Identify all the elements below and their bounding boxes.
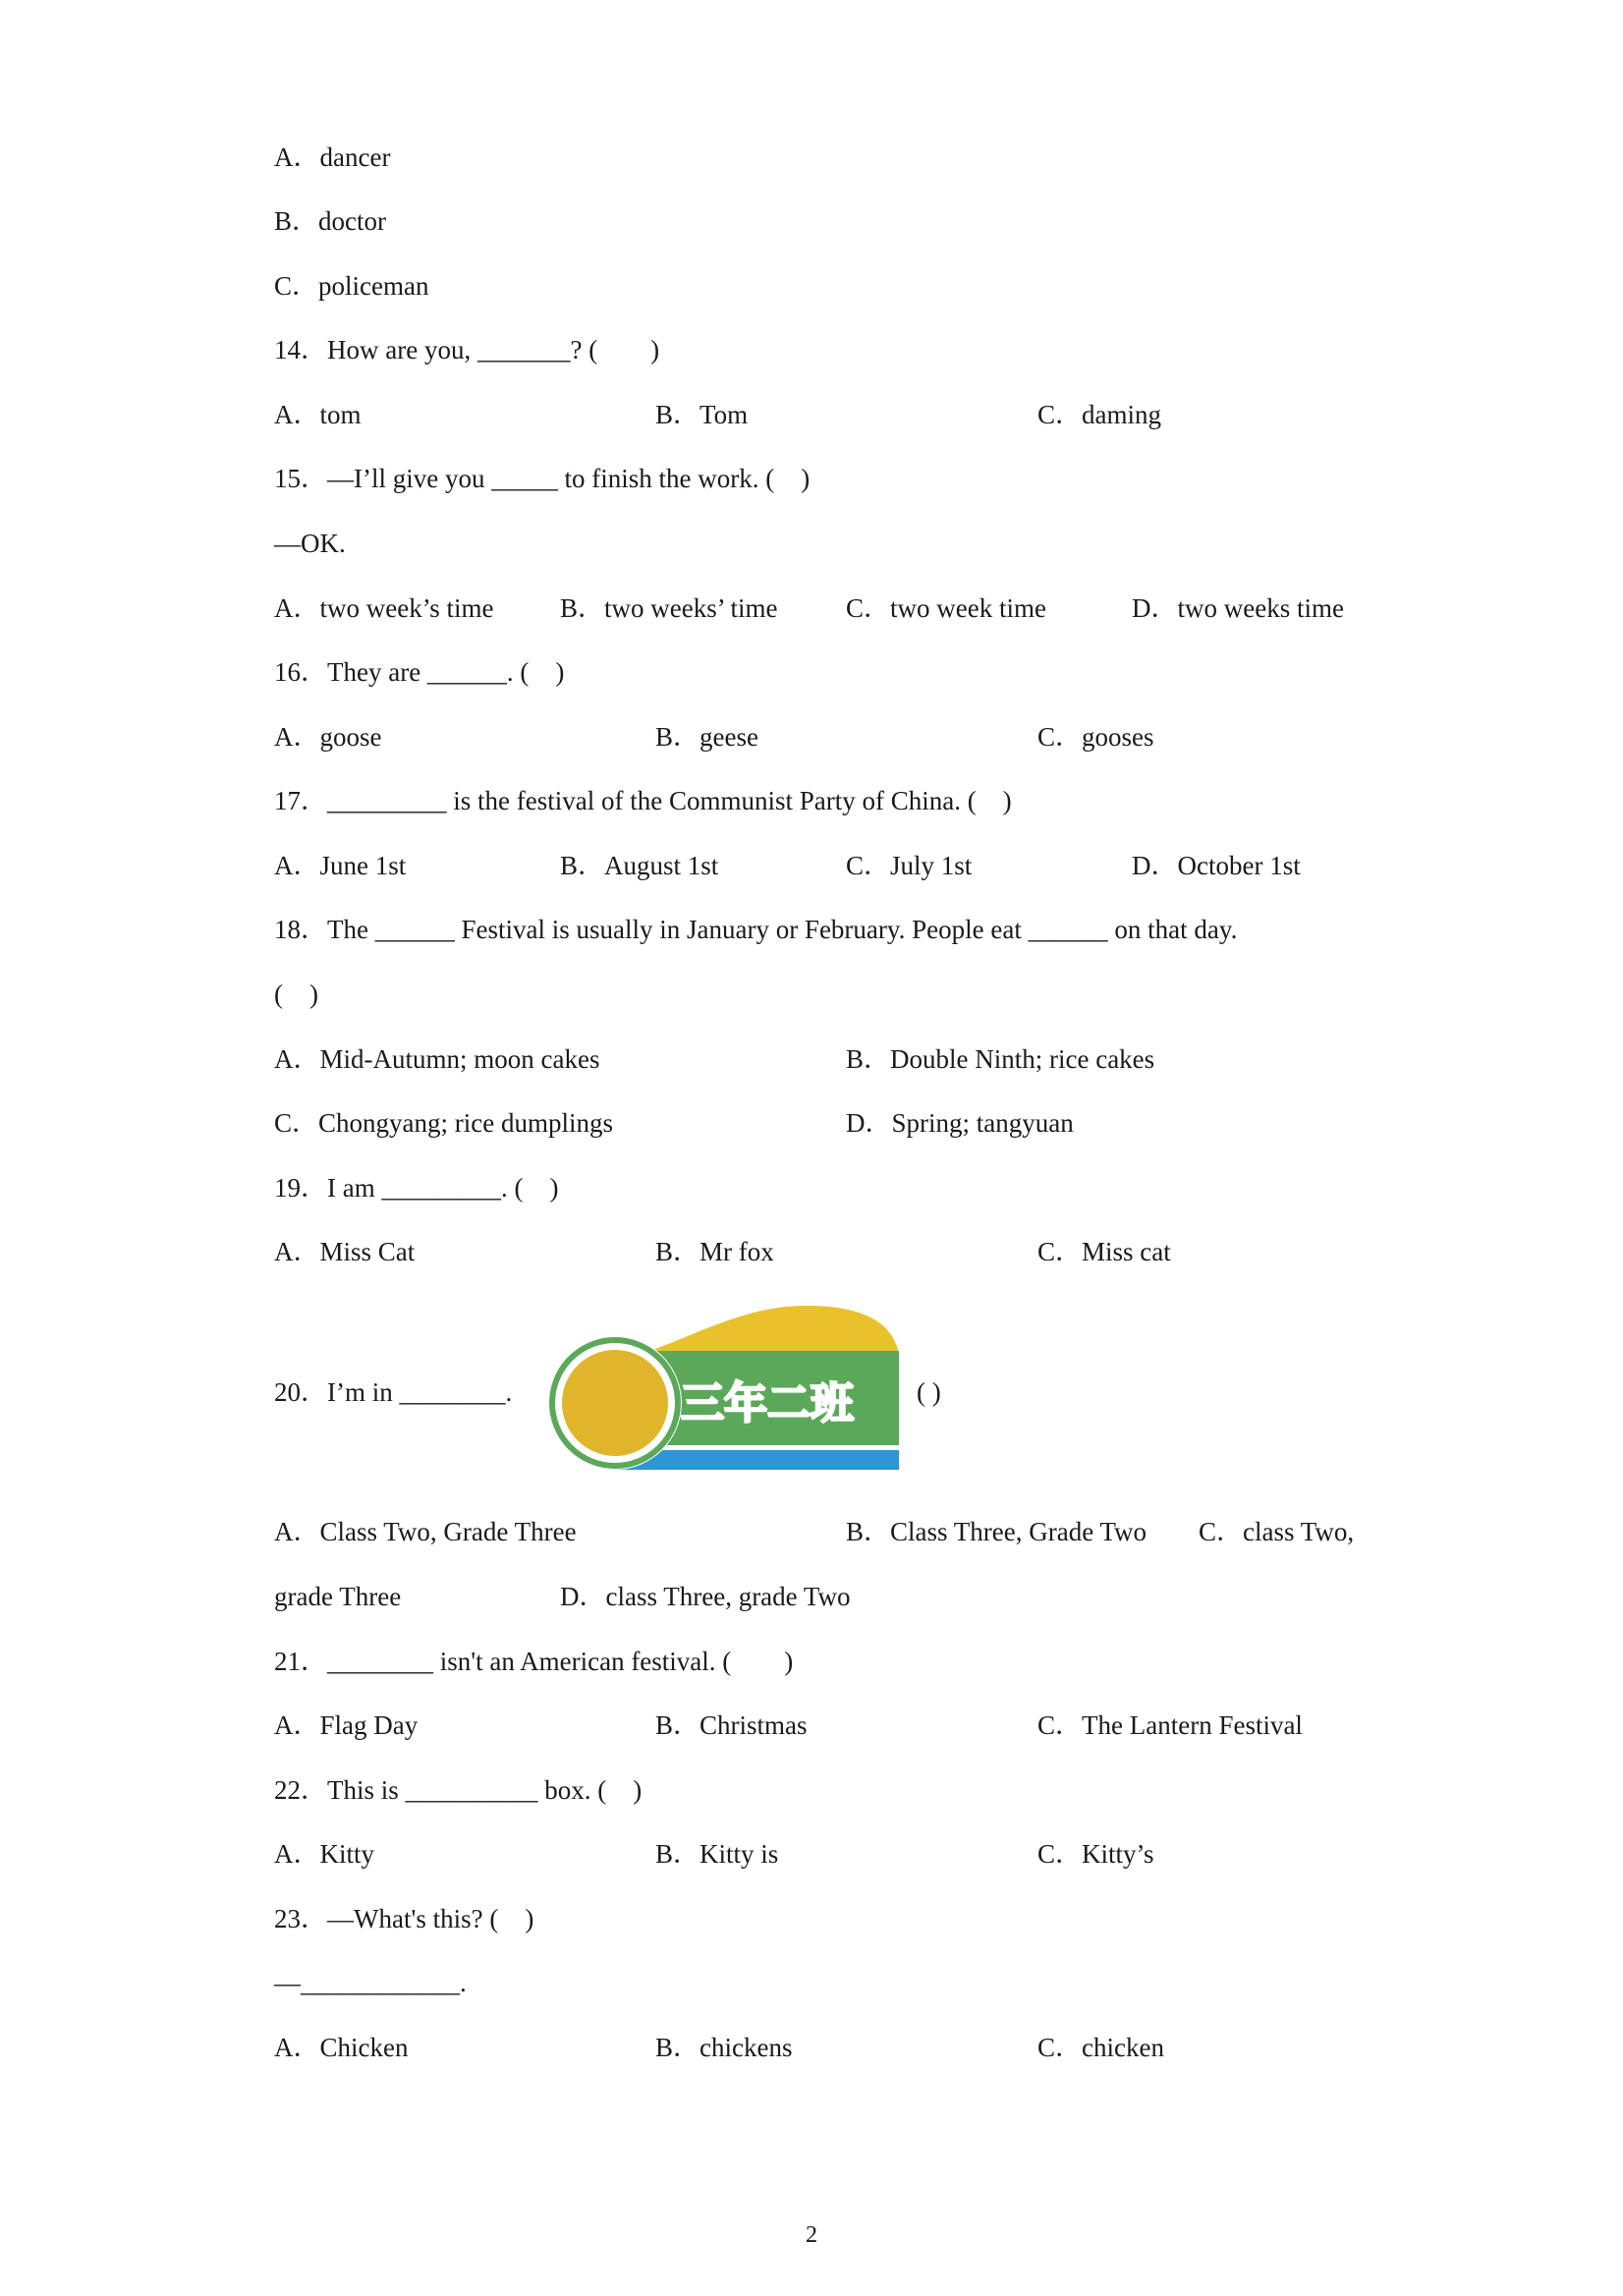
q23-option-b: B．chickens [655, 2033, 793, 2062]
q18-option-d: D．Spring; tangyuan [846, 1108, 1074, 1138]
q13-option-a: A．dancer [274, 142, 391, 172]
q15-reply: —OK. [274, 529, 346, 558]
q18-option-b: B．Double Ninth; rice cakes [846, 1044, 1155, 1074]
class-sign-image [543, 1300, 903, 1477]
q14-option-c: C．daming [1037, 400, 1161, 429]
q17-option-a: A．June 1st [274, 851, 407, 880]
q15-option-a: A．two week’s time [274, 593, 494, 623]
q22-option-b: B．Kitty is [655, 1839, 779, 1869]
q14-option-b: B．Tom [655, 400, 749, 429]
q16-option-c: C．gooses [1037, 722, 1154, 752]
q13-option-c: C．policeman [274, 271, 429, 301]
q13-option-b: B．doctor [274, 206, 386, 236]
q17-option-c: C．July 1st [846, 851, 973, 880]
q21-option-a: A．Flag Day [274, 1710, 419, 1740]
q22-option-a: A．Kitty [274, 1839, 375, 1869]
q18-paren: ( ) [274, 980, 318, 1009]
sign-class-text: 三年二班 [681, 1378, 854, 1428]
q15-option-c: C．two week time [846, 593, 1046, 623]
q14-stem: 14．How are you, _______? ( ) [274, 335, 660, 364]
q20-option-c: C．class Two, [1199, 1517, 1355, 1546]
q19-option-c: C．Miss cat [1037, 1237, 1171, 1266]
q20-option-d: D．class Three, grade Two [560, 1582, 851, 1611]
q16-stem: 16．They are ______. ( ) [274, 657, 565, 687]
q21-option-b: B．Christmas [655, 1710, 808, 1740]
q16-option-b: B．geese [655, 722, 758, 752]
q21-option-c: C．The Lantern Festival [1037, 1710, 1303, 1740]
q18-option-c: C．Chongyang; rice dumplings [274, 1108, 613, 1138]
q20-option-a: A．Class Two, Grade Three [274, 1517, 577, 1546]
q20-option-b: B．Class Three, Grade Two [846, 1517, 1147, 1546]
q15-option-b: B．two weeks’ time [560, 593, 778, 623]
q17-option-d: D．October 1st [1132, 851, 1301, 880]
q15-stem: 15．—I’ll give you _____ to finish the work. ( ) [274, 464, 811, 493]
q23-stem: 23．—What's this? ( ) [274, 1904, 534, 1933]
q15-option-d: D．two weeks time [1132, 593, 1344, 623]
q19-option-b: B．Mr fox [655, 1237, 774, 1266]
q23-option-a: A．Chicken [274, 2033, 409, 2062]
q17-stem: 17．_________ is the festival of the Communist Party of China. ( ) [274, 786, 1012, 815]
q19-stem: 19．I am _________. ( ) [274, 1173, 559, 1203]
q20-option-c-cont: grade Three [274, 1582, 402, 1611]
q20-paren: ( ) [917, 1377, 941, 1407]
sign-sun-circle [562, 1350, 668, 1456]
q18-option-a: A．Mid-Autumn; moon cakes [274, 1044, 600, 1074]
q17-option-b: B．August 1st [560, 851, 719, 880]
q16-option-a: A．goose [274, 722, 382, 752]
q21-stem: 21．________ isn't an American festival. ( ) [274, 1647, 794, 1676]
q14-option-a: A．tom [274, 400, 362, 429]
q20-stem: 20．I’m in ________. [274, 1377, 513, 1407]
page-number: 2 [806, 2222, 817, 2248]
q23-option-c: C．chicken [1037, 2033, 1164, 2062]
q18-stem: 18．The ______ Festival is usually in January or February. People eat ______ on that day. [274, 915, 1238, 944]
q23-reply: —____________. [274, 1968, 467, 1997]
q19-option-a: A．Miss Cat [274, 1237, 416, 1266]
q22-stem: 22．This is __________ box. ( ) [274, 1775, 643, 1805]
q22-option-c: C．Kitty’s [1037, 1839, 1154, 1869]
